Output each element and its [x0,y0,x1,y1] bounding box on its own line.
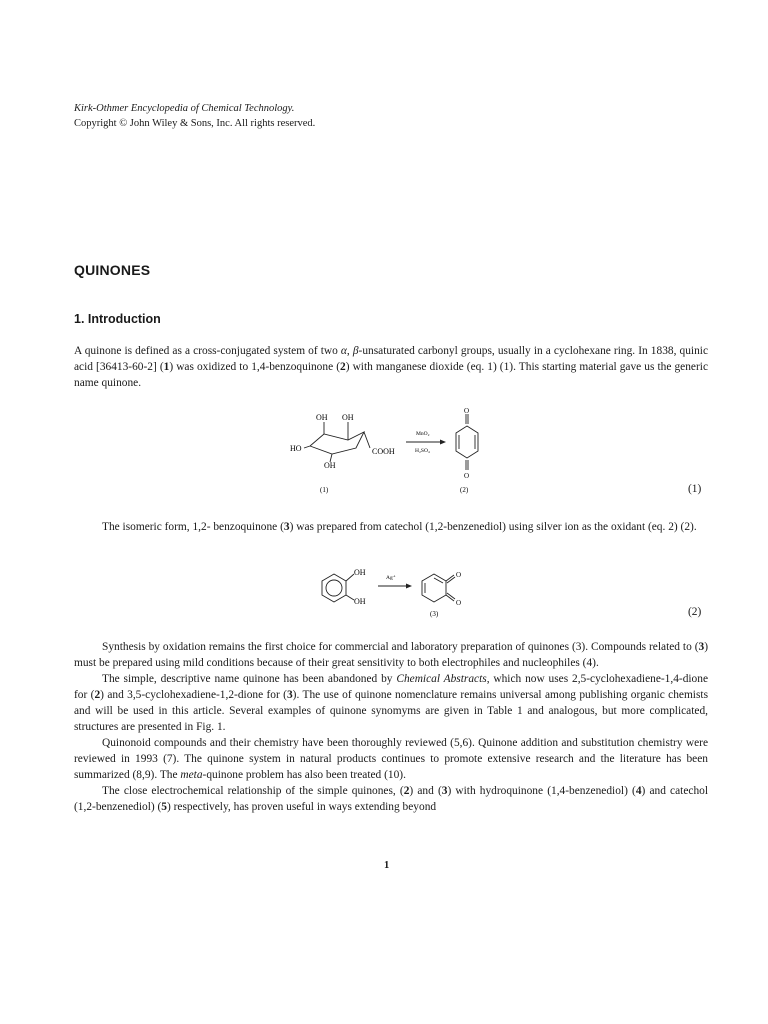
copyright-line: Copyright © John Wiley & Sons, Inc. All rights reserved. [74,118,316,129]
section-heading: 1. Introduction [74,312,161,326]
equation-2-number: (2) [688,606,702,618]
isomeric-paragraph: The isomeric form, 1,2- benzoquinone (3) was prepared from catechol (1,2-benzenediol) using silver ion as the oxidant (eq. 2) (2). [102,521,697,533]
cooh-label: COOH [372,447,395,456]
oh-label: OH [354,597,366,606]
synthesis-paragraph: Synthesis by oxidation remains the first choice for commercial and laboratory preparation of quinones (3). Compounds related to (3) must be prepared using mild conditions because of their great sensitivity to both electrophiles and nucleophiles (4). [74,641,708,669]
compound-2-label: (2) [460,486,469,494]
equation-1-scheme [290,404,490,496]
naming-paragraph: The simple, descriptive name quinone has been abandoned by Chemical Abstracts, which now uses 2,5-cyclohexadiene-1,4-dione for (2) and 3,5-cyclohexadiene-1,2-dione for (3). The use of quinone nomenclature remains universal among publishing organic chemists and will be used in this article. Several examples of quinone synomyms are given in Table 1 and analogous, but more complicated, structures are presented in Fig. 1. [74,673,709,733]
reagent-h2so4: H₂SO₄ [415,448,430,454]
oxygen-label: O [464,407,470,415]
oxygen-label: O [456,599,462,607]
reagent-mno2: MnO₂ [416,431,430,437]
compound-1-label: (1) [320,486,329,494]
quinonoid-paragraph: Quinonoid compounds and their chemistry have been thoroughly reviewed (5,6). Quinone addition and substitution chemistry were reviewed in 1993 (7). The quinone system in natural products continues to promote extensive research and the literature has been summarized (8,9). The meta-quinone problem has also been treated (10). [74,737,708,781]
body-text [74,639,708,815]
equation-2-scheme [312,562,472,624]
oxygen-label: O [464,472,470,480]
reagent-silver: Ag⁺ [386,575,396,581]
equation-1-number: (1) [688,483,702,495]
journal-title: Kirk-Othmer Encyclopedia of Chemical Technology. [74,103,295,114]
oh-label: OH [324,461,336,470]
oh-label: OH [354,568,366,577]
intro-paragraph: A quinone is defined as a cross-conjugated system of two α, β-unsaturated carbonyl groups, usually in a cyclohexane ring. In 1838, quinic acid [36413-60-2] (1) was oxidized to 1,4-benzoquinone (2) with manganese dioxide (eq. 1) (1). This starting material gave us the generic name quinone. [74,345,708,389]
oh-label: OH [342,413,354,422]
article-title: QUINONES [74,262,151,278]
oh-label: OH [316,413,328,422]
compound-3-label: (3) [430,610,439,618]
page-number: 1 [384,860,390,871]
oxygen-label: O [456,571,462,579]
ho-label: HO [290,444,302,453]
electrochemical-paragraph: The close electrochemical relationship of the simple quinones, (2) and (3) with hydroquinone (1,4-benzenediol) (4) and catechol (1,2-benzenediol) (5) respectively, has proven useful in ways extending beyond [74,785,708,813]
page-header [74,101,315,131]
